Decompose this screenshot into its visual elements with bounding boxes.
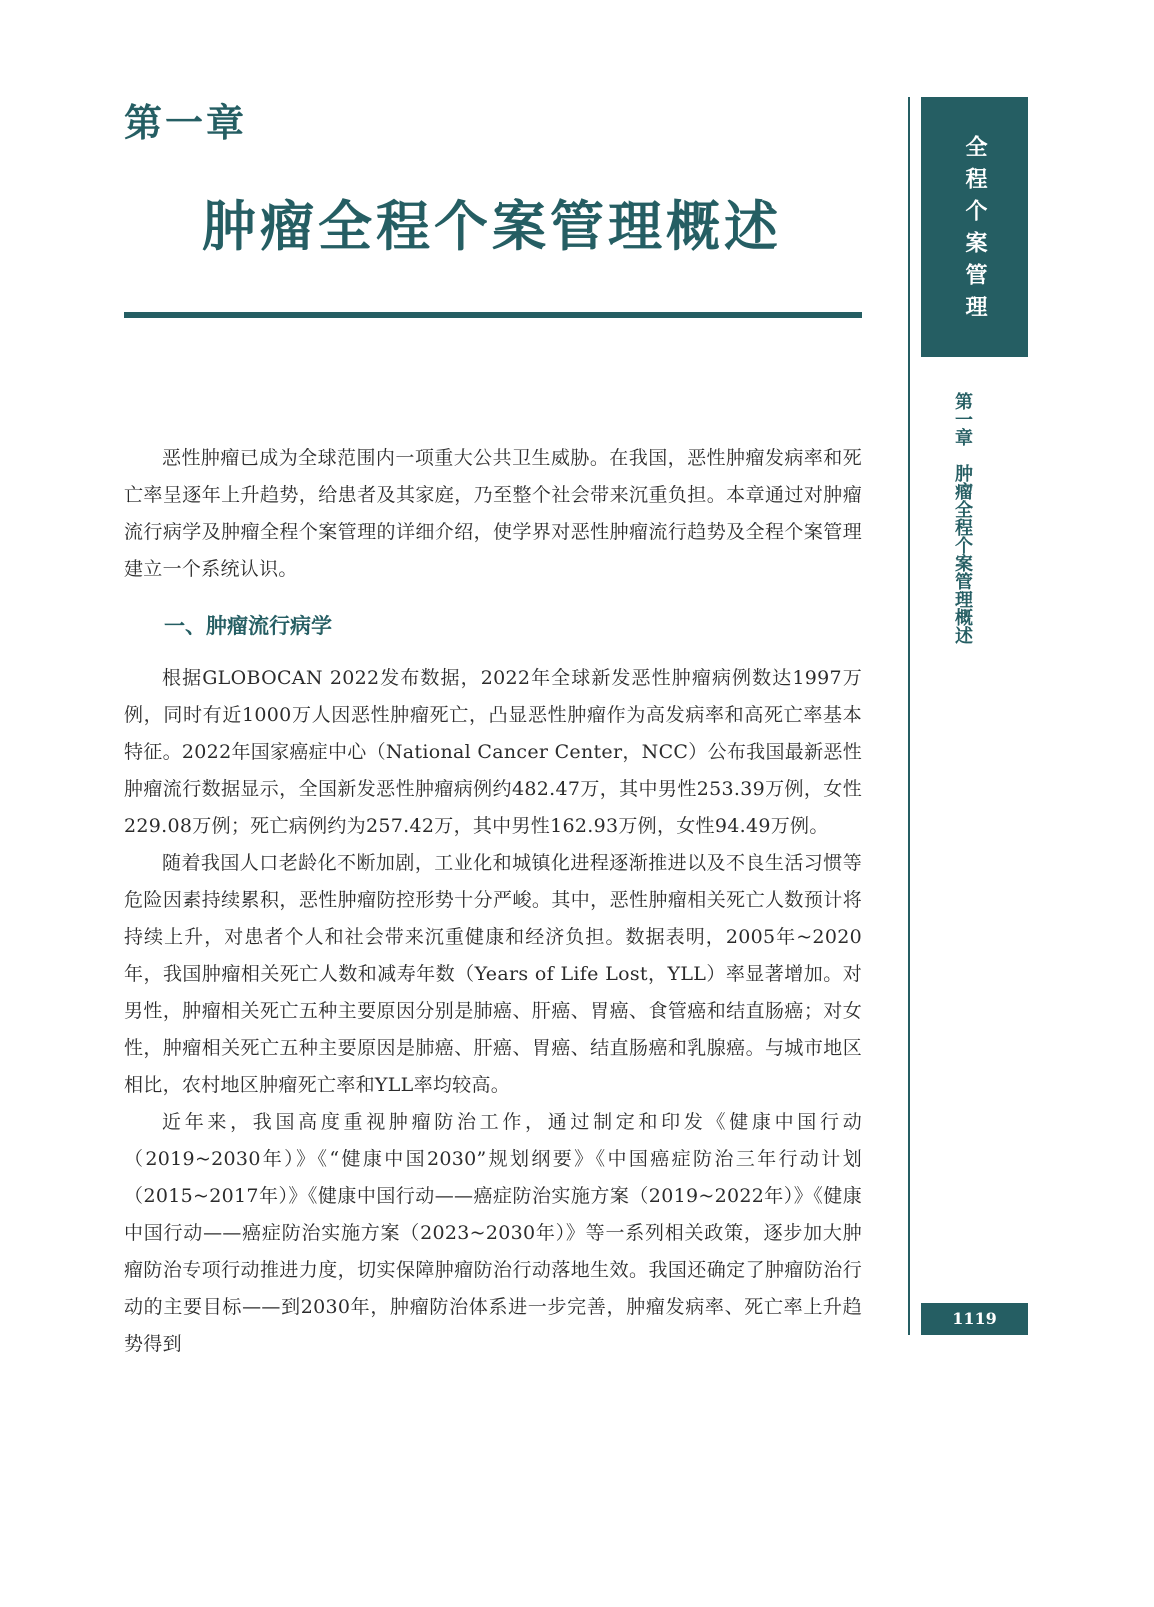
- chapter-label: 第一章: [124, 101, 248, 145]
- paragraph-1: 根据GLOBOCAN 2022发布数据，2022年全球新发恶性肿瘤病例数达1997万例，同时有近1000万人因恶性肿瘤死亡，凸显恶性肿瘤作为高发病率和高死亡率基本特征。2022年国家癌症中心（National Cancer Center，NCC）公布我国最新恶性肿瘤流行数据显示，全国新发恶性肿瘤病例约482.47万，其中男性253.39万例，女性229.08万例；死亡病例约为257.42万，其中男性162.93万例，女性94.49万例。: [124, 667, 862, 837]
- sidebar-rule: [908, 97, 910, 1335]
- page-number: 1119: [921, 1303, 1028, 1335]
- chapter-title: 肿瘤全程个案管理概述: [202, 195, 782, 258]
- paragraph-2: 随着我国人口老龄化不断加剧，工业化和城镇化进程逐渐推进以及不良生活习惯等危险因素持续累积，恶性肿瘤防控形势十分严峻。其中，恶性肿瘤相关死亡人数预计将持续上升，对患者个人和社会带来沉重健康和经济负担。数据表明，2005年~2020年，我国肿瘤相关死亡人数和减寿年数（Years of Life Lost，YLL）率显著增加。对男性，肿瘤相关死亡五种主要原因分别是肺癌、肝癌、胃癌、食管癌和结直肠癌；对女性，肿瘤相关死亡五种主要原因是肺癌、肝癌、胃癌、结直肠癌和乳腺癌。与城市地区相比，农村地区肿瘤死亡率和YLL率均较高。: [124, 852, 862, 1096]
- sidebar-tab-label: 全程个案管理: [962, 135, 987, 327]
- title-divider: [124, 312, 862, 318]
- section-heading: 一、肿瘤流行病学: [164, 614, 332, 638]
- sidebar-tab: [921, 97, 1028, 357]
- running-title: 第一章 肿瘤全程个案管理概述: [952, 392, 973, 644]
- body-text: [124, 440, 862, 1363]
- intro-paragraph: 恶性肿瘤已成为全球范围内一项重大公共卫生威胁。在我国，恶性肿瘤发病率和死亡率呈逐年上升趋势，给患者及其家庭，乃至整个社会带来沉重负担。本章通过对肿瘤流行病学及肿瘤全程个案管理的详细介绍，使学界对恶性肿瘤流行趋势及全程个案管理建立一个系统认识。: [124, 447, 862, 580]
- paragraph-3: 近年来，我国高度重视肿瘤防治工作，通过制定和印发《健康中国行动（2019~2030年）》《“健康中国2030”规划纲要》《中国癌症防治三年行动计划（2015~2017年）》《健康中国行动——癌症防治实施方案（2019~2022年）》《健康中国行动——癌症防治实施方案（2023~2030年）》等一系列相关政策，逐步加大肿瘤防治专项行动推进力度，切实保障肿瘤防治行动落地生效。我国还确定了肿瘤防治行动的主要目标——到2030年，肿瘤防治体系进一步完善，肿瘤发病率、死亡率上升趋势得到: [124, 1111, 862, 1355]
